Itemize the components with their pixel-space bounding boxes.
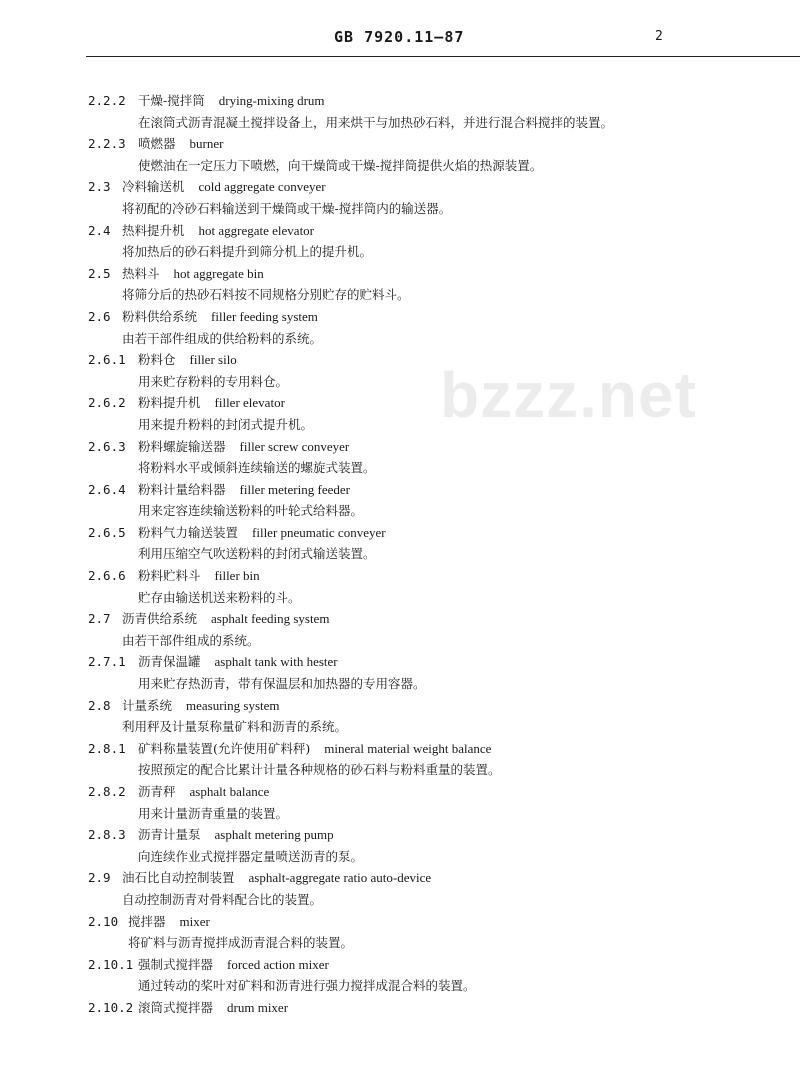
term-chinese: 搅拌器 xyxy=(128,913,166,929)
term-heading xyxy=(138,133,223,155)
term-chinese: 冷料输送机 xyxy=(122,179,185,195)
term-entry xyxy=(88,565,788,587)
term-english: hot aggregate elevator xyxy=(198,222,315,238)
term-heading xyxy=(138,565,260,587)
term-heading xyxy=(122,306,318,328)
term-chinese: 油石比自动控制装置 xyxy=(122,870,235,886)
term-heading xyxy=(138,349,237,371)
term-heading xyxy=(138,436,349,458)
term-definition: 用来提升粉料的封闭式提升机。 xyxy=(138,416,314,432)
term-entry xyxy=(88,392,788,414)
term-entry xyxy=(88,220,788,242)
term-definition: 将粉料水平或倾斜连续输送的螺旋式装置。 xyxy=(138,460,376,476)
term-definition-line xyxy=(88,889,788,911)
clause-number: 2.8.1 xyxy=(88,740,126,756)
term-heading xyxy=(122,867,431,889)
term-definition-line xyxy=(88,932,788,954)
term-chinese: 强制式搅拌器 xyxy=(138,956,214,972)
clause-number: 2.8 xyxy=(88,697,111,713)
term-entry xyxy=(88,824,788,846)
term-english: filler screw conveyer xyxy=(239,438,350,454)
clause-number: 2.2.2 xyxy=(88,93,126,108)
running-header xyxy=(0,28,800,48)
term-english: asphalt balance xyxy=(189,784,270,799)
term-heading xyxy=(138,781,269,803)
term-entry xyxy=(88,738,788,760)
term-chinese: 热料斗 xyxy=(122,265,160,281)
term-definition: 用来定容连续输送粉料的叶轮式给料器。 xyxy=(138,503,364,519)
term-heading xyxy=(138,392,285,414)
clause-number: 2.7 xyxy=(88,611,111,627)
term-definition: 由若干部件组成的供给粉料的系统。 xyxy=(122,330,323,346)
term-definition: 向连续作业式搅拌器定量喷送沥青的泵。 xyxy=(138,848,364,864)
clause-number: 2.6.1 xyxy=(88,352,126,368)
term-heading xyxy=(122,695,280,717)
clause-number: 2.8.2 xyxy=(88,784,126,799)
clause-number: 2.6 xyxy=(88,308,111,324)
term-definition-line xyxy=(88,328,788,350)
term-chinese: 喷燃器 xyxy=(138,136,176,152)
clause-number: 2.10.2 xyxy=(88,999,134,1015)
term-heading xyxy=(138,479,350,501)
clause-number: 2.6.3 xyxy=(88,438,126,454)
term-definition-line xyxy=(88,241,788,263)
clause-number: 2.6.4 xyxy=(88,481,126,497)
term-definition: 将初配的冷砂石料输送到干燥筒或干燥-搅拌筒内的输送器。 xyxy=(122,200,452,216)
term-heading xyxy=(122,263,264,285)
term-definition: 用来计量沥青重量的装置。 xyxy=(138,805,289,821)
term-english: asphalt tank with hester xyxy=(214,654,338,670)
term-entry xyxy=(88,651,788,673)
term-definition: 使燃油在一定压力下喷燃，向干燥筒或干燥-搅拌筒提供火焰的热源装置。 xyxy=(138,157,543,173)
term-definition: 由若干部件组成的系统。 xyxy=(122,632,260,648)
clause-number: 2.9 xyxy=(88,870,111,886)
term-heading xyxy=(138,522,386,544)
term-chinese: 粉料仓 xyxy=(138,352,176,368)
clause-number: 2.6.6 xyxy=(88,568,126,584)
term-definition-line xyxy=(88,759,788,781)
term-english: drum mixer xyxy=(227,999,289,1015)
term-definition-line xyxy=(88,673,788,695)
clause-number: 2.3 xyxy=(88,179,111,195)
term-entry xyxy=(88,306,788,328)
term-english: mixer xyxy=(179,913,210,929)
header-rule xyxy=(86,56,800,57)
clause-number: 2.2.3 xyxy=(88,136,126,152)
term-chinese: 粉料计量给料器 xyxy=(138,481,226,497)
term-heading xyxy=(138,651,338,673)
term-english: filler metering feeder xyxy=(239,481,350,497)
clause-number: 2.6.5 xyxy=(88,524,126,540)
term-definition: 将矿料与沥青搅拌成沥青混合料的装置。 xyxy=(128,935,354,951)
term-definition: 利用压缩空气吹送粉料的封闭式输送装置。 xyxy=(138,546,376,562)
term-english: forced action mixer xyxy=(227,956,329,972)
term-chinese: 热料提升机 xyxy=(122,222,185,238)
clause-number: 2.6.2 xyxy=(88,395,126,411)
term-english: drying-mixing drum xyxy=(218,93,325,108)
term-chinese: 滚筒式搅拌器 xyxy=(138,999,214,1015)
term-chinese: 粉料供给系统 xyxy=(122,308,198,324)
term-definition-line xyxy=(88,587,788,609)
term-entry xyxy=(88,263,788,285)
term-entry xyxy=(88,911,788,933)
term-entry xyxy=(88,695,788,717)
clause-number: 2.5 xyxy=(88,265,111,281)
clause-number: 2.10.1 xyxy=(88,956,134,972)
term-heading xyxy=(138,90,325,112)
term-entry xyxy=(88,90,788,112)
term-definition-line xyxy=(88,630,788,652)
term-chinese: 粉料气力输送装置 xyxy=(138,524,239,540)
term-entry xyxy=(88,349,788,371)
term-definition: 贮存由输送机送来粉料的斗。 xyxy=(138,589,301,605)
term-english: filler bin xyxy=(214,568,260,584)
term-chinese: 计量系统 xyxy=(122,697,173,713)
term-entry xyxy=(88,997,788,1019)
term-heading xyxy=(122,608,329,630)
term-definition-line xyxy=(88,716,788,738)
term-english: mineral material weight balance xyxy=(324,740,492,756)
term-chinese: 沥青秤 xyxy=(138,784,176,799)
term-entry xyxy=(88,436,788,458)
term-definition: 自动控制沥青对骨料配合比的装置。 xyxy=(122,891,323,907)
term-english: asphalt feeding system xyxy=(211,611,330,627)
term-definition-line xyxy=(88,414,788,436)
term-entry xyxy=(88,133,788,155)
term-entry xyxy=(88,867,788,889)
term-definition: 将筛分后的热砂石料按不同规格分别贮存的贮料斗。 xyxy=(122,287,410,303)
term-definition-line xyxy=(88,975,788,997)
term-definition: 用来贮存热沥青，带有保温层和加热器的专用容器。 xyxy=(138,676,426,692)
clause-number: 2.10 xyxy=(88,913,119,929)
standard-code: GB 7920.11—87 xyxy=(334,28,465,46)
term-entry xyxy=(88,479,788,501)
term-definition-line xyxy=(88,846,788,868)
term-chinese: 沥青供给系统 xyxy=(122,611,198,627)
term-entry xyxy=(88,608,788,630)
term-definition: 在滚筒式沥青混凝土搅拌设备上，用来烘干与加热砂石料，并进行混合料搅拌的装置。 xyxy=(138,114,614,130)
term-definition-line xyxy=(88,543,788,565)
term-english: burner xyxy=(189,136,224,152)
term-heading xyxy=(138,997,288,1019)
term-definition: 按照预定的配合比累计计量各种规格的砂石料与粉料重量的装置。 xyxy=(138,762,501,778)
term-heading xyxy=(138,954,329,976)
clause-number: 2.8.3 xyxy=(88,827,126,843)
term-definition-line xyxy=(88,198,788,220)
term-definition-line xyxy=(88,112,788,134)
term-entry xyxy=(88,522,788,544)
term-english: filler silo xyxy=(189,352,237,368)
term-english: filler pneumatic conveyer xyxy=(252,524,386,540)
term-heading xyxy=(122,176,326,198)
term-definition: 用来贮存粉料的专用料仓。 xyxy=(138,373,289,389)
term-chinese: 粉料螺旋输送器 xyxy=(138,438,226,454)
term-chinese: 粉料贮料斗 xyxy=(138,568,201,584)
term-chinese: 矿料称量装置(允许使用矿料秤) xyxy=(138,740,311,756)
term-english: filler elevator xyxy=(214,395,285,411)
term-english: asphalt-aggregate ratio auto-device xyxy=(248,870,432,886)
term-definition: 通过转动的桨叶对矿料和沥青进行强力搅拌成混合料的装置。 xyxy=(138,978,476,994)
term-definition-line xyxy=(88,371,788,393)
term-english: filler feeding system xyxy=(211,308,318,324)
term-definition: 将加热后的砂石料提升到筛分机上的提升机。 xyxy=(122,244,373,260)
term-english: hot aggregate bin xyxy=(173,265,264,281)
term-chinese: 粉料提升机 xyxy=(138,395,201,411)
term-definition: 利用秤及计量泵称量矿料和沥青的系统。 xyxy=(122,719,348,735)
term-english: asphalt metering pump xyxy=(214,827,334,843)
term-english: measuring system xyxy=(186,697,280,713)
term-definition-line xyxy=(88,284,788,306)
term-chinese: 沥青计量泵 xyxy=(138,827,201,843)
term-heading xyxy=(122,220,314,242)
page-number: 2 xyxy=(655,29,663,44)
term-heading xyxy=(128,911,210,933)
watermark: bzzz.net xyxy=(440,359,697,431)
term-entry xyxy=(88,781,788,803)
clause-number: 2.7.1 xyxy=(88,654,126,670)
term-heading xyxy=(138,824,334,846)
term-definition-line xyxy=(88,500,788,522)
term-definition-line xyxy=(88,457,788,479)
clause-number: 2.4 xyxy=(88,222,111,238)
term-chinese: 沥青保温罐 xyxy=(138,654,201,670)
term-entry xyxy=(88,954,788,976)
term-entry xyxy=(88,176,788,198)
term-list xyxy=(88,90,788,1019)
term-english: cold aggregate conveyer xyxy=(198,179,326,195)
term-definition-line xyxy=(88,803,788,825)
term-chinese: 干燥-搅拌筒 xyxy=(138,93,205,108)
term-definition-line xyxy=(88,155,788,177)
term-heading xyxy=(138,738,491,760)
